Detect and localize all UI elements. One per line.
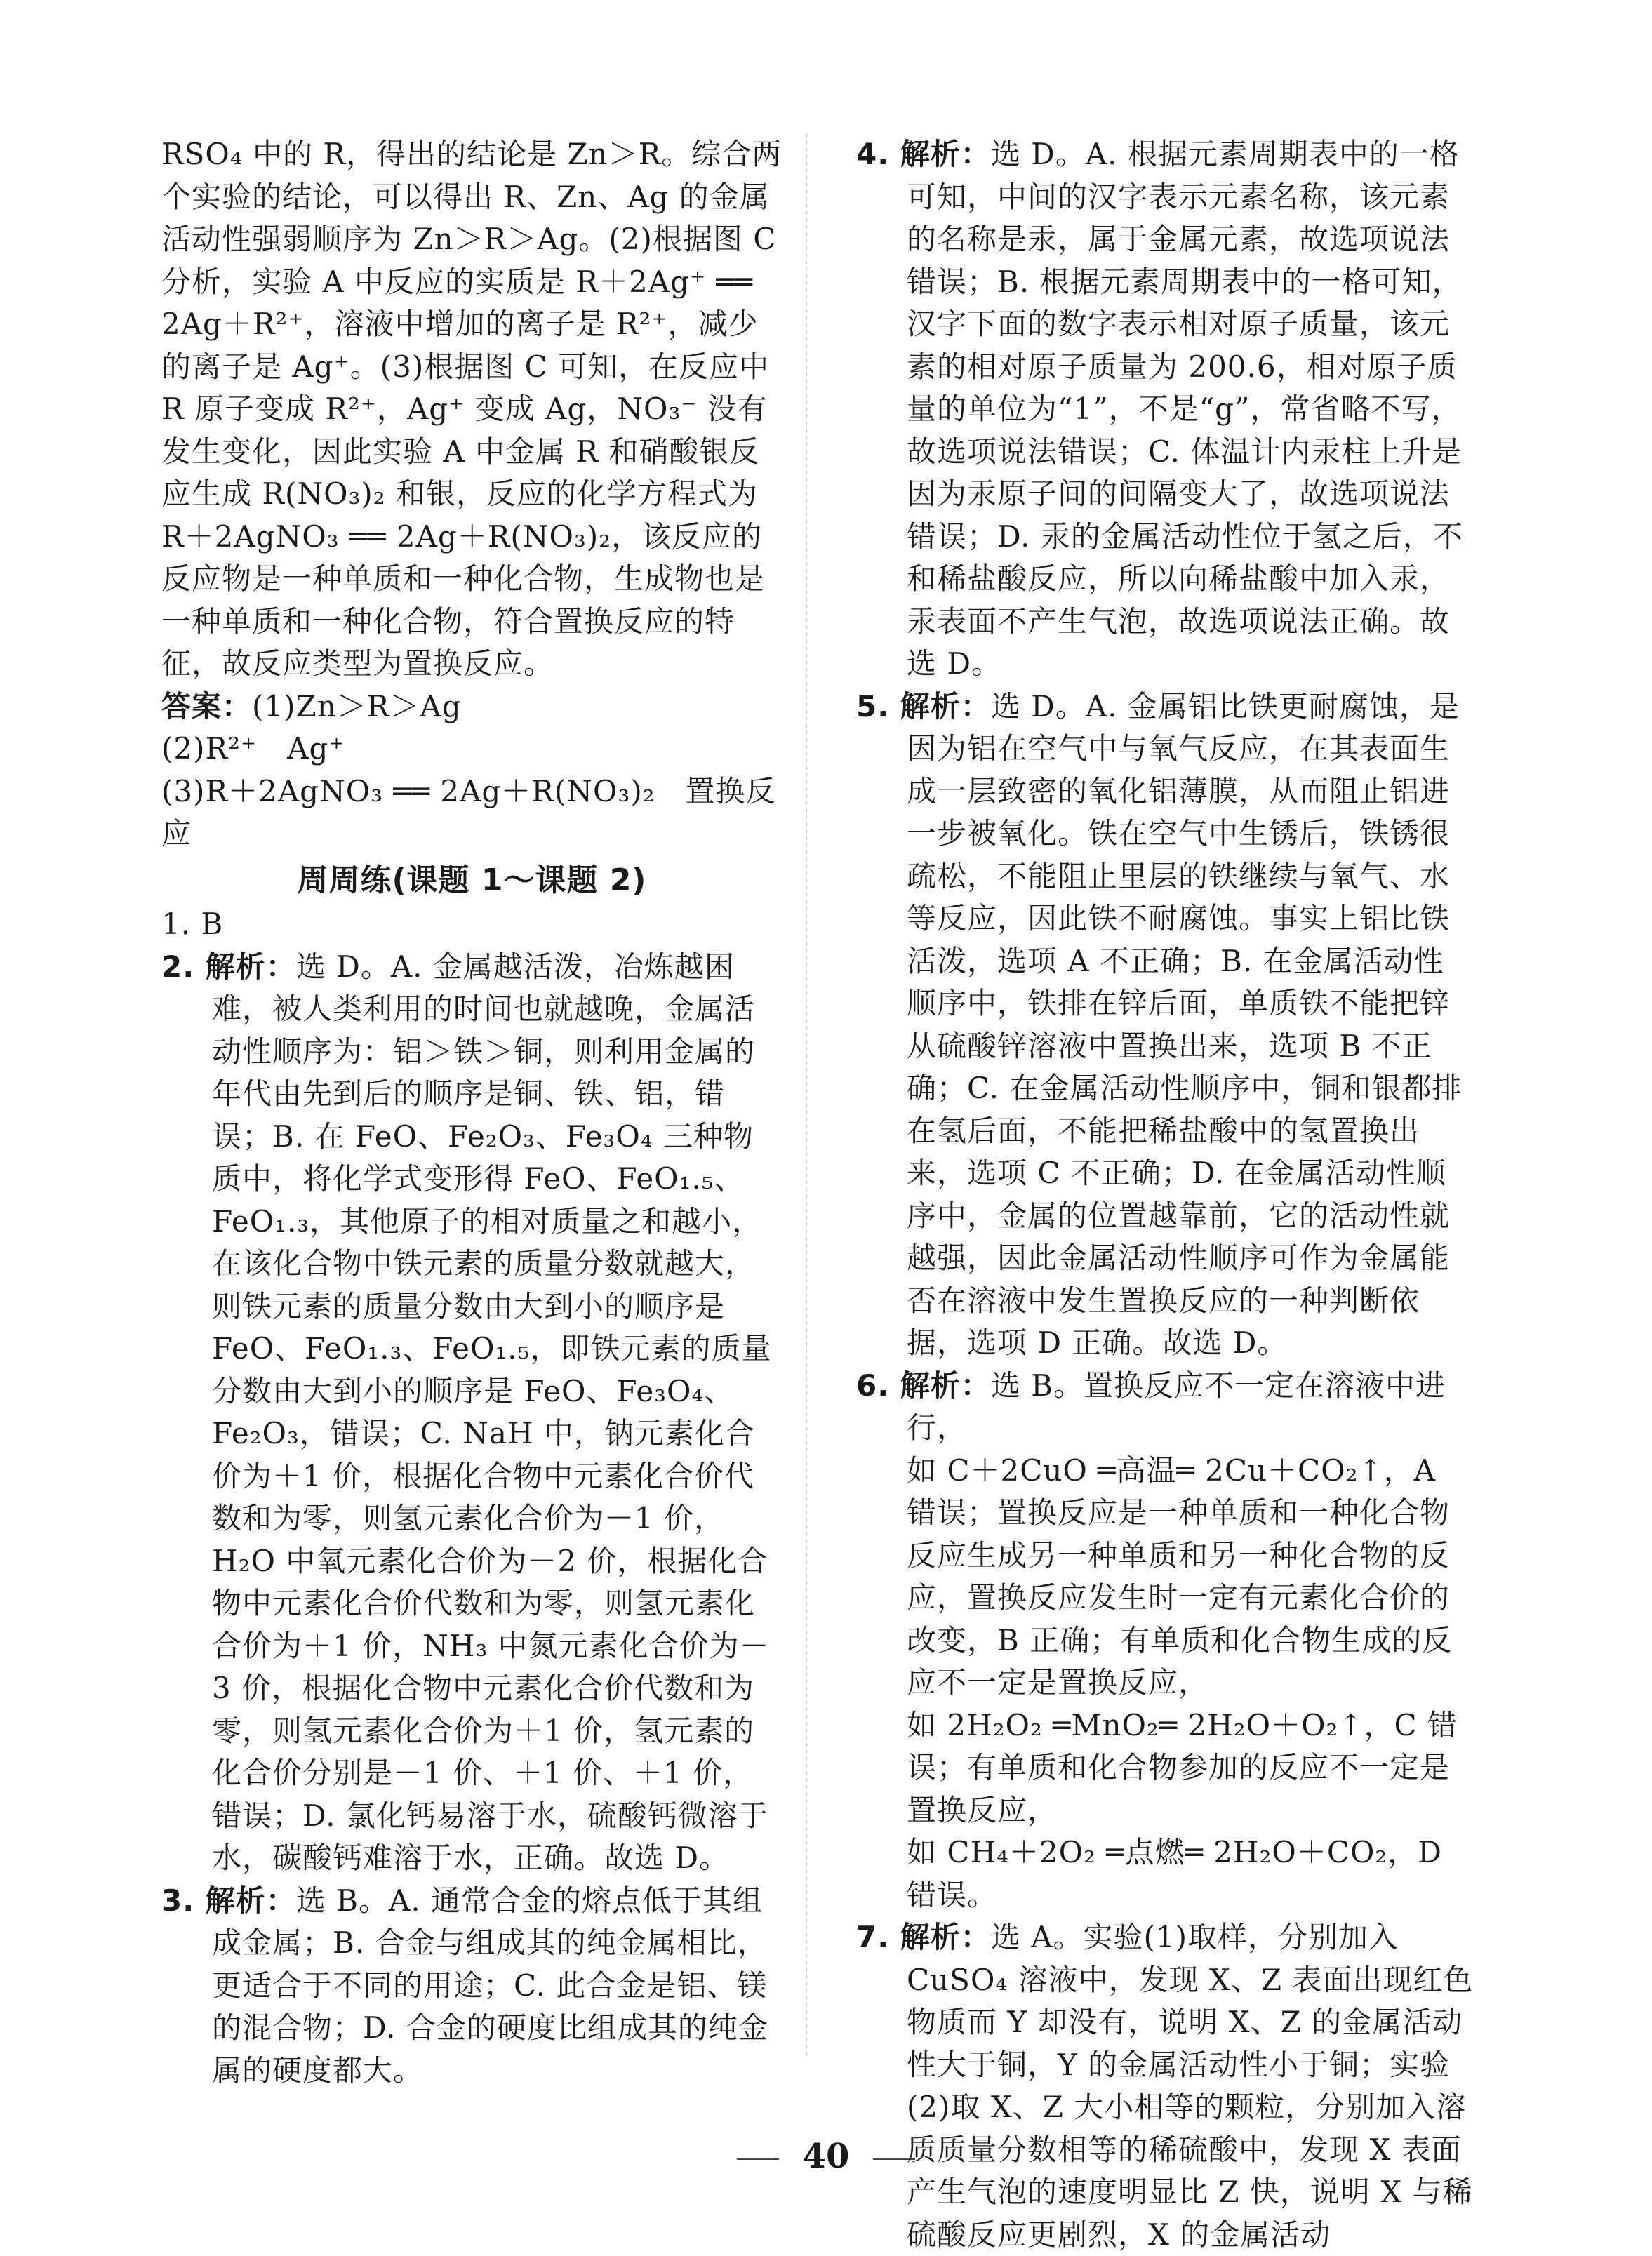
question-6-equation-1: 如 C＋2CuO ═高温═ 2Cu＋CO₂↑，A 错误；置换反应是一种单质和一种化合物反应生成另一种单质和另一种化合物的反应，置换反应发生时一定有元素化合价的改变，B 正确；有单质和化合物生成的反应不一定是置换反应， <box>907 1453 1453 1700</box>
question-1: 1. B <box>161 907 224 941</box>
answer-label: 答案： <box>161 688 253 723</box>
page-number <box>0 2137 1652 2176</box>
right-column <box>856 133 1474 2256</box>
page-number-right-dash <box>873 2158 915 2160</box>
question-6-equation-2: 如 2H₂O₂ ═MnO₂═ 2H₂O＋O₂↑，C 错误；有单质和化合物参加的反应不一定是置换反应， <box>907 1707 1458 1827</box>
answer-line-2: (2)R²⁺ Ag⁺ <box>161 731 345 766</box>
column-divider <box>806 133 807 2056</box>
question-5: 5. 解析：选 D。A. 金属铝比铁更耐腐蚀，是因为铝在空气中与氧气反应，在其表面生成一层致密的氧化铝薄膜，从而阻止铝进一步被氧化。铁在空气中生锈后，铁锈很疏松，不能阻止里层的铁继续与氧气、水等反应，因此铁不耐腐蚀。事实上铝比铁活泼，选项 A 不正确；B. 在金属活动性顺序中，铁排在锌后面，单质铁不能把锌从硫酸锌溶液中置换出来，选项 B 不正确；C. 在金属活动性顺序中，铜和银都排在氢后面，不能把稀盐酸中的氢置换出来，选项 C 不正确；D. 在金属活动性顺序中，金属的位置越靠前，它的活动性就越强，因此金属活动性顺序可作为金属能否在溶液中发生置换反应的一种判断依据，选项 D 正确。故选 D。 <box>856 688 1463 1360</box>
intro-paragraph: RSO₄ 中的 R，得出的结论是 Zn＞R。综合两个实验的结论，可以得出 R、Zn、Ag 的金属活动性强弱顺序为 Zn＞R＞Ag。(2)根据图 C 分析，实验 A 中反应的实质是 R＋2Ag⁺ ══ 2Ag＋R²⁺，溶液中增加的离子是 R²⁺，减少的离子是 Ag⁺。(3)根据图 C 可知，在反应中 R 原子变成 R²⁺，Ag⁺ 变成 Ag，NO₃⁻ 没有发生变化，因此实验 A 中金属 R 和硝酸银反应生成 R(NO₃)₂ 和银，反应的化学方程式为 R＋2AgNO₃ ══ 2Ag＋R(NO₃)₂，该反应的反应物是一种单质和一种化合物，生成物也是一种单质和一种化合物，符合置换反应的特征，故反应类型为置换反应。 <box>161 137 782 681</box>
question-4: 4. 解析：选 D。A. 根据元素周期表中的一格可知，中间的汉字表示元素名称，该元素的名称是汞，属于金属元素，故选项说法错误；B. 根据元素周期表中的一格可知，汉字下面的数字表示相对原子质量，该元素的相对原子质量为 200.6，相对原子质量的单位为“1”，不是“g”，常省略不写，故选项说法错误；C. 体温计内汞柱上升是因为汞原子间的间隔变大了，故选项说法错误；D. 汞的金属活动性位于氢之后，不和稀盐酸反应，所以向稀盐酸中加入汞，汞表面不产生气泡，故选项说法正确。故选 D。 <box>856 137 1463 681</box>
question-2: 2. 解析：选 D。A. 金属越活泼，冶炼越困难，被人类利用的时间也就越晚，金属活动性顺序为：铝＞铁＞铜，则利用金属的年代由先到后的顺序是铜、铁、铝，错误；B. 在 FeO、Fe₂O₃、Fe₃O₄ 三种物质中，将化学式变形得 FeO、FeO₁.₅、FeO₁.₃，其他原子的相对质量之和越小，在该化合物中铁元素的质量分数就越大，则铁元素的质量分数由大到小的顺序是 FeO、FeO₁.₃、FeO₁.₅，即铁元素的质量分数由大到小的顺序是 FeO、Fe₃O₄、Fe₂O₃，错误；C. NaH 中，钠元素化合价为＋1 价，根据化合物中元素化合价代数和为零，则氢元素化合价为－1 价，H₂O 中氧元素化合价为－2 价，根据化合物中元素化合价代数和为零，则氢元素化合价为＋1 价，NH₃ 中氮元素化合价为－3 价，根据化合物中元素化合价代数和为零，则氢元素化合价为＋1 价，氢元素的化合价分别是－1 价、＋1 价、＋1 价，错误；D. 氯化钙易溶于水，硫酸钙微溶于水，碳酸钙难溶于水，正确。故选 D。 <box>161 949 772 1875</box>
question-7: 7. 解析：选 A。实验(1)取样，分别加入 CuSO₄ 溶液中，发现 X、Z 表面出现红色物质而 Y 却没有，说明 X、Z 的金属活动性大于铜，Y 的金属活动性小于铜；实验(2)取 X、Z 大小相等的颗粒，分别加入溶质质量分数相等的稀硫酸中，发现 X 表面产生气泡的速度明显比 Z 快，说明 X 与稀硫酸反应更剧烈，X 的金属活动 <box>856 1920 1474 2252</box>
page-number-left-dash <box>737 2158 779 2160</box>
page-number-text: 40 <box>802 2137 850 2176</box>
question-6: 6. 解析：选 B。置换反应不一定在溶液中进行， <box>856 1368 1446 1445</box>
section-title: 周周练(课题 1～课题 2) <box>297 862 647 898</box>
question-3: 3. 解析：选 B。A. 通常合金的熔点低于其组成金属；B. 合金与组成其的纯金属相比，更适合于不同的用途；C. 此合金是铝、镁的混合物；D. 合金的硬度比组成其的纯金属的硬度都大。 <box>161 1883 768 2088</box>
answer-line-3: (3)R＋2AgNO₃ ══ 2Ag＋R(NO₃)₂ 置换反应 <box>161 773 776 850</box>
left-column <box>161 133 782 2092</box>
answer-line-1: 答案：(1)Zn＞R＞Ag <box>161 688 462 723</box>
question-6-equation-3: 如 CH₄＋2O₂ ═点燃═ 2H₂O＋CO₂，D 错误。 <box>907 1835 1442 1912</box>
